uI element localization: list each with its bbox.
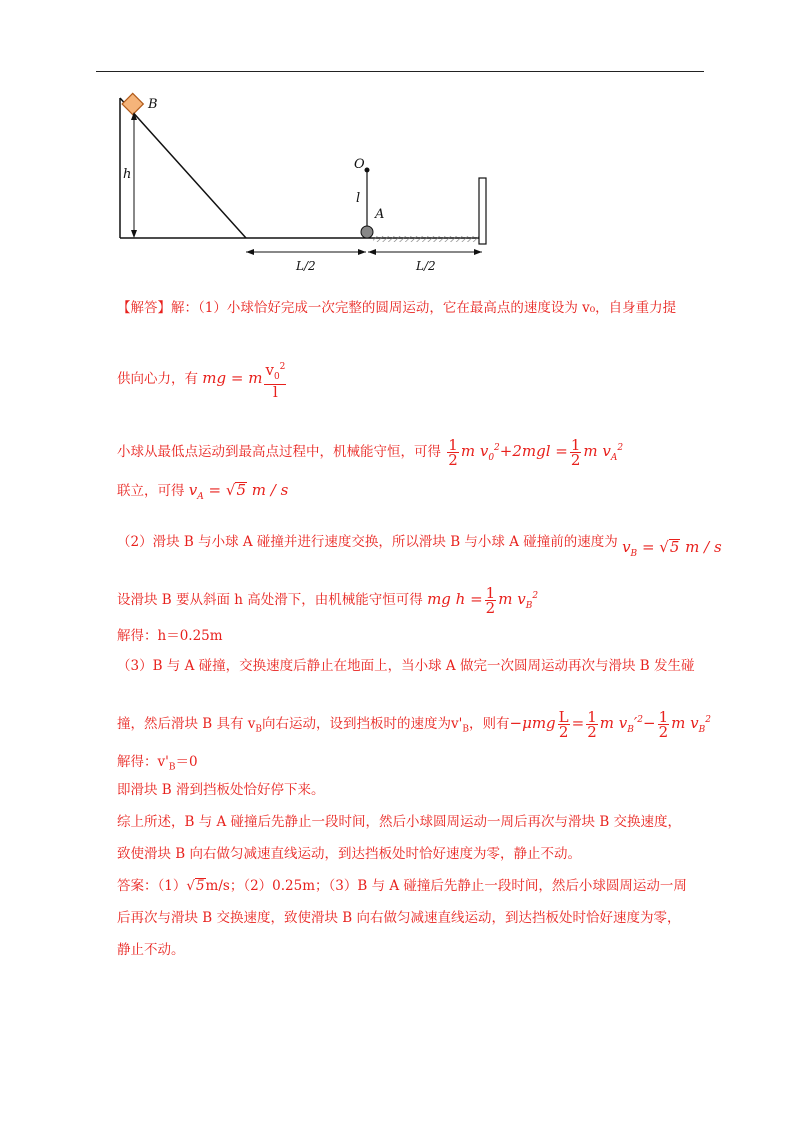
header-rule xyxy=(96,71,704,72)
solution-line-10: 解得：$v'_B=0$ xyxy=(117,754,198,773)
solution-line-2: 供向心力，有 mg = m $\frac{v_0^2}{l}$ xyxy=(117,356,288,400)
solution-line-7: 解得：h＝0.25m xyxy=(117,628,223,644)
label-l2-right: L/2 xyxy=(416,259,436,273)
solution-line-1: 【解答】解：（1）小球恰好完成一次完整的圆周运动，它在最高点的速度设为 v₀，自身重力提 xyxy=(117,300,677,316)
ball-a xyxy=(361,226,373,238)
label-l: l xyxy=(356,191,361,206)
label-o: O xyxy=(354,157,365,172)
answer-tag: 【解答】 xyxy=(117,300,171,316)
baffle xyxy=(479,178,486,244)
physics-diagram xyxy=(110,90,500,280)
solution-line-15: 后再次与滑块 B 交换速度，致使滑块 B 向右做匀减速直线运动，到达挡板处时恰好速度为零， xyxy=(117,910,681,926)
formula-work-energy: −μmg $\frac{L}{2}$ = $\frac{1}{2}$ m $v_B'^2-$ $\frac{1}{2}$ m $v_B^2$ xyxy=(509,707,711,741)
label-b: B xyxy=(148,97,158,112)
solution-line-13: 致使滑块 B 向右做匀减速直线运动，到达挡板处时恰好速度为零，静止不动。 xyxy=(117,846,582,862)
solution-line-12: 综上所述，B 与 A 碰撞后先静止一段时间，然后小球圆周运动一周后再次与滑块 B 交换速度， xyxy=(117,814,682,830)
formula-va: $v_A = √5$ m / s xyxy=(188,481,289,502)
block-b xyxy=(122,93,143,114)
solution-line-9: 撞，然后滑块 B 具有 $v_B$向右运动，设到挡板时的速度为$v'_B$，则有−μmg $\frac{L}{2}$ = $\frac{1}{2}$ m $v_B'^2-$ $\frac{1}{2}$ m $v_B^2$ xyxy=(117,707,711,741)
solution-line-14: 答案：（1）√5m/s；（2）0.25m；（3）B 与 A 碰撞后先静止一段时间，然后小球圆周运动一周 xyxy=(117,878,687,894)
solution-line-11: 即滑块 B 滑到挡板处恰好停下来。 xyxy=(117,782,325,798)
incline xyxy=(120,98,246,238)
solution-line-4: 联立，可得 $v_A = √5$ m / s xyxy=(117,481,289,502)
solution-line-6: 设滑块 B 要从斜面 h 高处滑下，由机械能守恒可得 mg h = $\frac{1}{2}$ m $v_B^2$ xyxy=(117,583,539,617)
label-l2-left: L/2 xyxy=(296,259,316,273)
formula-energy-1: $\frac{1}{2}$ m $v_0^2+2mgl$ = $\frac{1}{2}$ m $v_A^2$ xyxy=(448,435,624,469)
solution-line-8: （3）B 与 A 碰撞，交换速度后静止在地面上，当小球 A 做完一次圆周运动再次与滑块 B 发生碰 xyxy=(117,658,695,674)
formula-energy-2: mg h = $\frac{1}{2}$ m $v_B^2$ xyxy=(427,583,539,617)
label-h: h xyxy=(123,167,132,182)
solution-line-3: 小球从最低点运动到最高点过程中，机械能守恒，可得 $\frac{1}{2}$ m $v_0^2+2mgl$ = $\frac{1}{2}$ m $v_A^2$ xyxy=(117,435,624,469)
solution-line-16: 静止不动。 xyxy=(117,942,185,958)
solution-line-5: （2）滑块 B 与小球 A 碰撞并进行速度交换，所以滑块 B 与小球 A 碰撞前的速度为 $v_B = √5$ m / s xyxy=(117,534,722,559)
label-a: A xyxy=(375,207,385,222)
formula-vb: $v_B = √5$ m / s xyxy=(622,538,722,559)
rough-surface xyxy=(373,236,479,242)
answer-root: √5 xyxy=(186,878,205,894)
formula-centripetal: mg = m $\frac{v_0^2}{l}$ xyxy=(202,360,286,401)
